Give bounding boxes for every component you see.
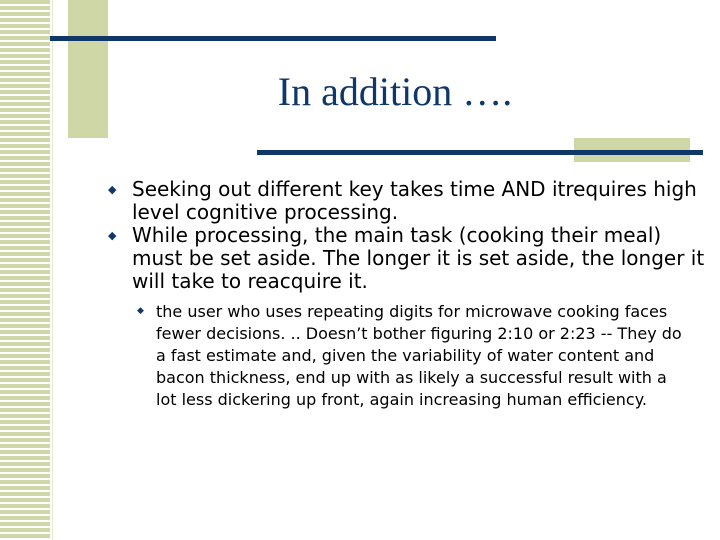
sub-bullet-text: the user who uses repeating digits for microwave cooking faces fewer decisions. .. Doesn’t bother figuring 2:10 or 2:23 -- They do a fast estimate and, given the variability of water content and bacon thickness, end up with as likely a successful result with a lot less dickering up front, again increasing human efficiency. (156, 302, 682, 409)
sub-bullet-item (136, 301, 686, 411)
side-divider (52, 0, 53, 540)
olive-accent-block-top (68, 0, 108, 138)
striped-side-bar (0, 0, 50, 540)
title-rule-top (50, 36, 496, 41)
diamond-bullet-icon: ◆ (108, 229, 117, 242)
bullet-item (106, 178, 706, 224)
bullet-text: While processing, the main task (cooking their meal) must be set aside. The longer it is set aside, the longer it will take to reacquire it. (132, 223, 705, 293)
slide-content (106, 178, 706, 411)
slide-title: In addition …. (277, 69, 513, 114)
diamond-bullet-icon: ◆ (137, 306, 144, 316)
bullet-text: Seeking out different key takes time AND itrequires high level cognitive processing. (132, 177, 697, 224)
bullet-item (106, 224, 706, 293)
diamond-bullet-icon: ◆ (108, 183, 117, 196)
title-rule-bottom (257, 150, 703, 155)
